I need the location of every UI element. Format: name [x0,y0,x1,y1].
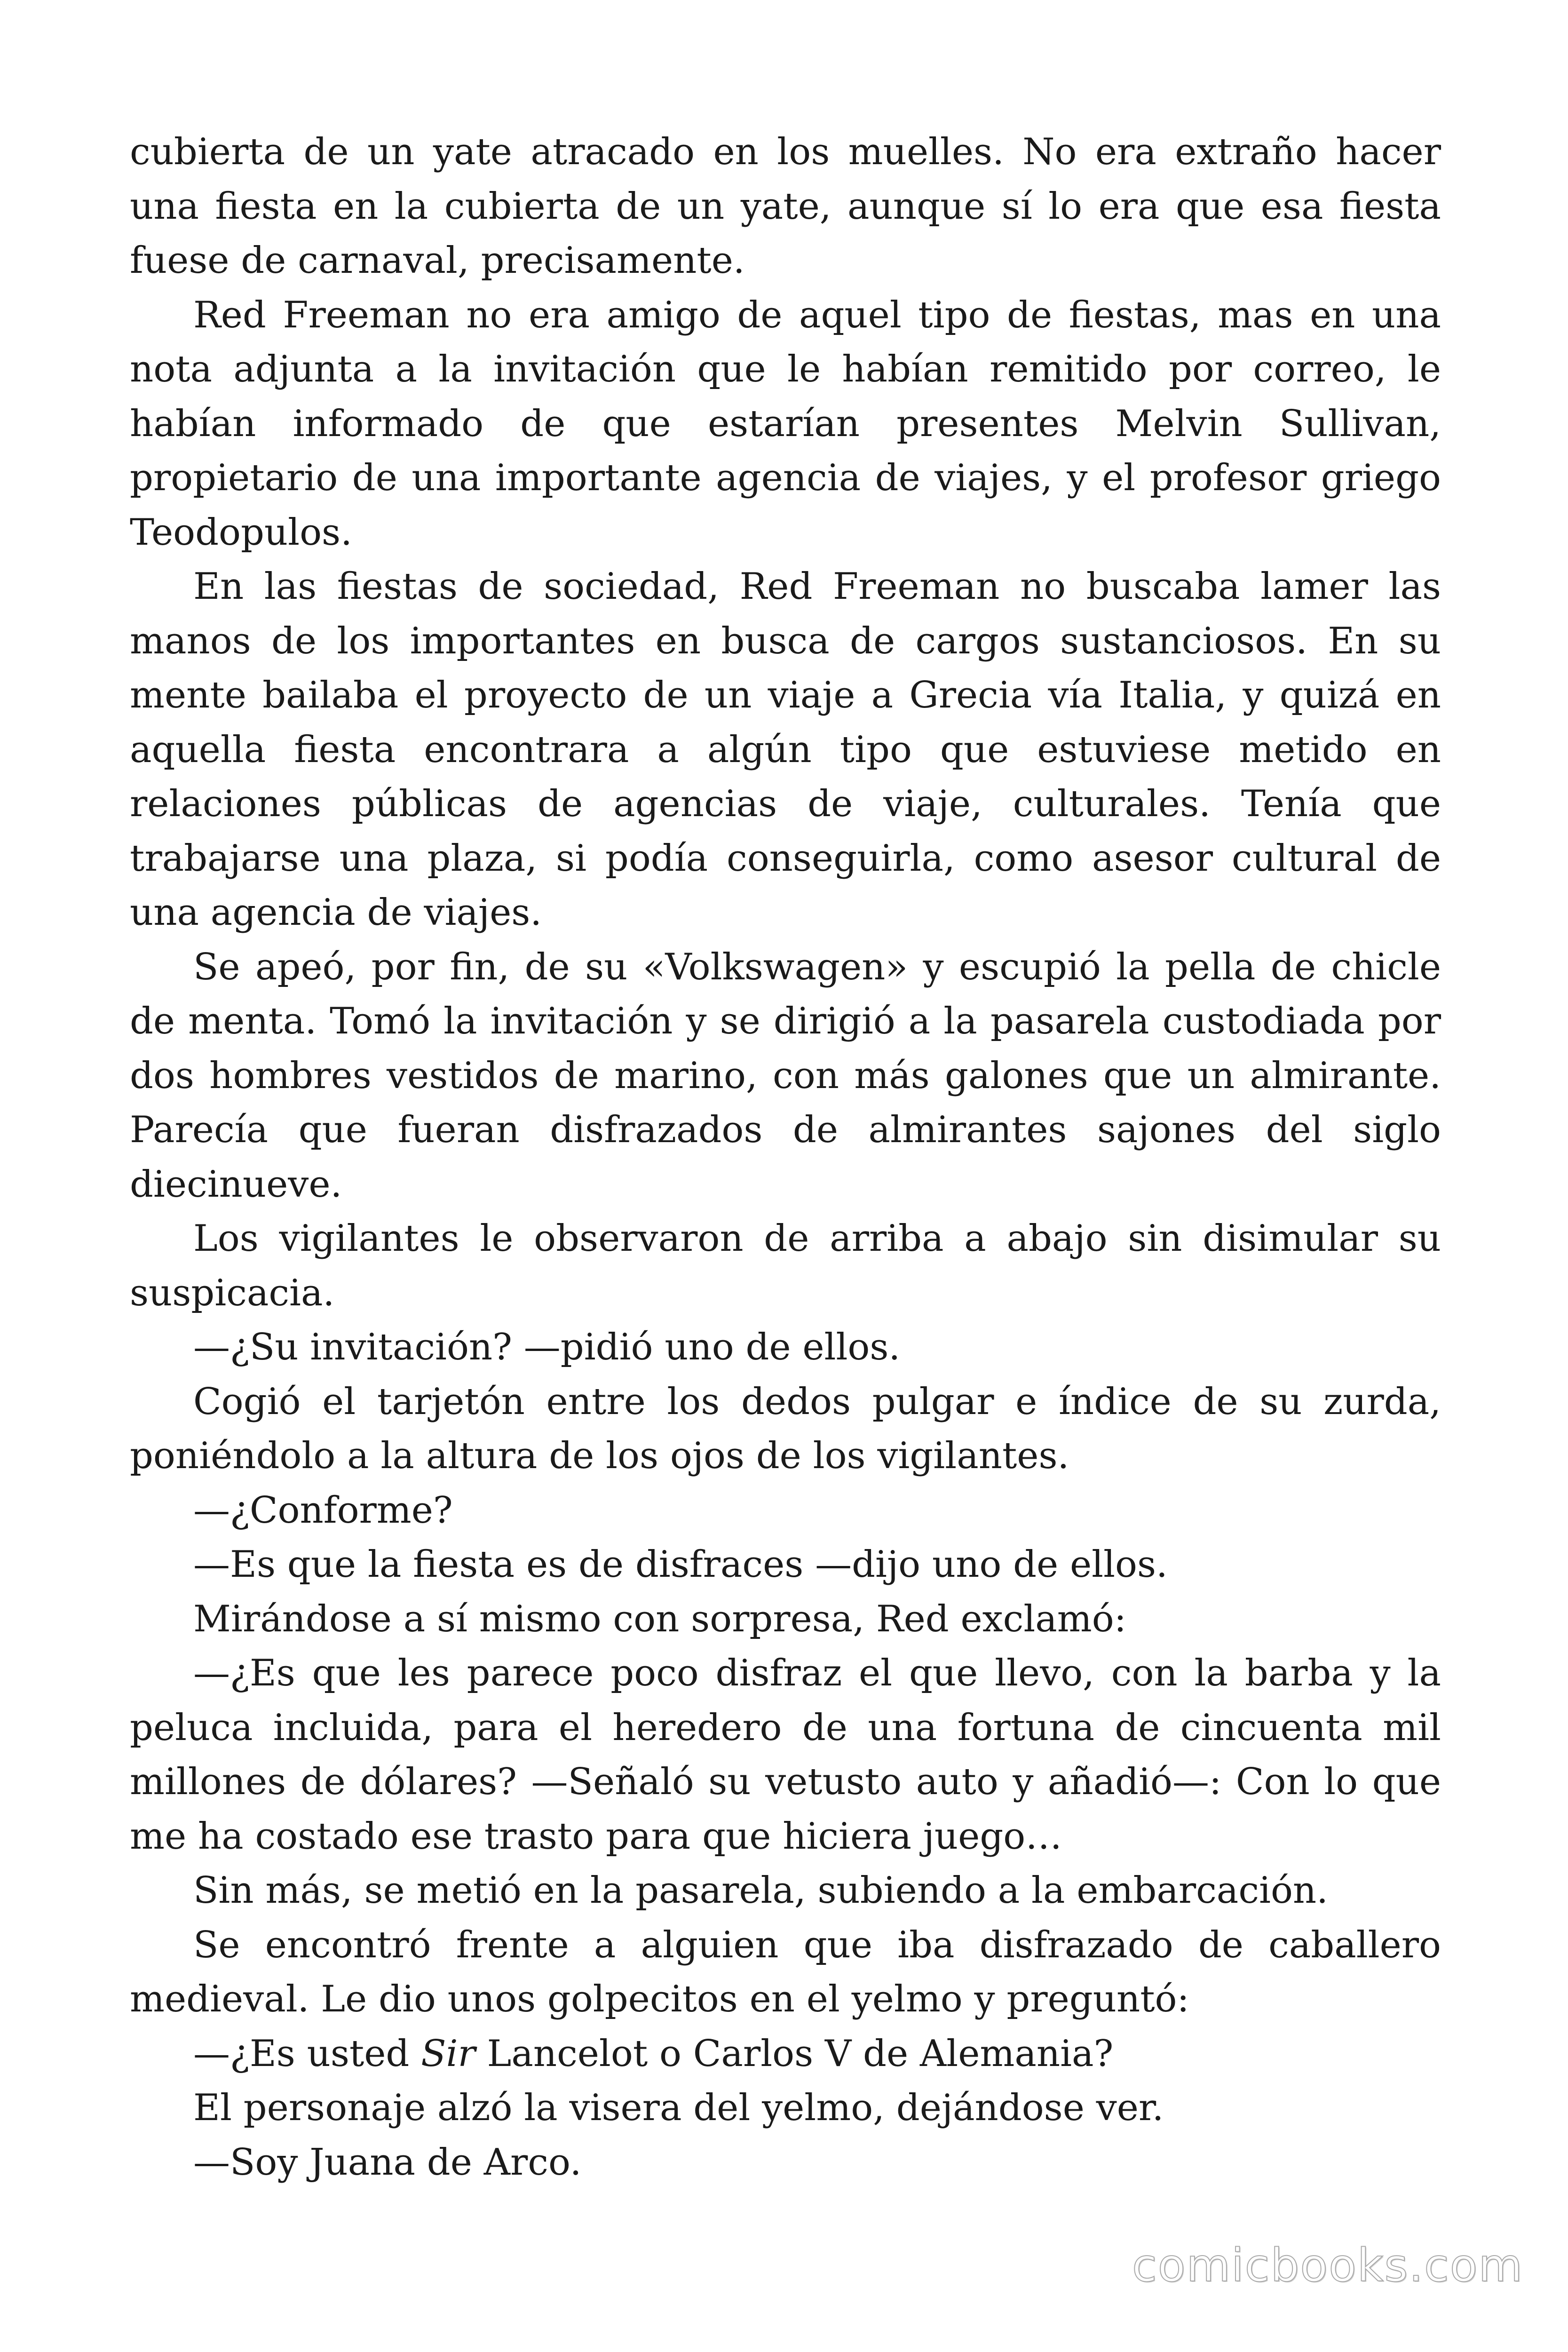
dialogue-line: —Soy Juana de Arco. [193,2141,582,2184]
dialogue-line: —¿Es que les parece poco disfraz el que llevo, con la barba y la peluca incluida, para el heredero de una fortuna de cincuenta mil millones de dólares? —Señaló su vetusto auto y añadió—: Con lo que me ha costado ese trasto para que hiciera juego… [130,1652,1441,1858]
dialogue-line: —¿Su invitación? —pidió uno de ellos. [193,1326,901,1368]
dialogue-text: —¿Es usted [193,2032,421,2075]
paragraph: Cogió el tarjetón entre los dedos pulgar e índice de su zurda, poniéndolo a la altura de los ojos de los vigilantes. [130,1380,1441,1477]
paragraph: Se apeó, por fin, de su «Volkswagen» y escupió la pella de chicle de menta. Tomó la invitación y se dirigió a la pasarela custodiada por dos hombres vestidos de marino, con más galones que un almirante. Parecía que fueran disfrazados de almirantes sajones del siglo diecinueve. [130,946,1441,1206]
dialogue-line [130,2027,1441,2082]
dialogue-line: —¿Conforme? [193,1489,453,1532]
dialogue-text: Lancelot o Carlos V de Alemania? [475,2032,1114,2075]
book-page-text [130,125,1441,2190]
paragraph: Los vigilantes le observaron de arriba a abajo sin disimular su suspicacia. [130,1217,1441,1314]
paragraph: El personaje alzó la visera del yelmo, dejándose ver. [193,2087,1164,2129]
paragraph: En las fiestas de sociedad, Red Freeman no buscaba lamer las manos de los importantes en busca de cargos sustanciosos. En su mente bailaba el proyecto de un viaje a Grecia vía Italia, y quizá en aquella fiesta encontrara a algún tipo que estuviese metido en relaciones públicas de agencias de viaje, culturales. Tenía que trabajarse una plaza, si podía conseguirla, como asesor cultural de una agencia de viajes. [130,565,1441,934]
italic-title: Sir [421,2032,475,2075]
paragraph: Sin más, se metió en la pasarela, subiendo a la embarcación. [193,1869,1328,1912]
paragraph: Mirándose a sí mismo con sorpresa, Red exclamó: [193,1597,1126,1640]
paragraph: cubierta de un yate atracado en los muelles. No era extraño hacer una fiesta en la cubierta de un yate, aunque sí lo era que esa fiesta fuese de carnaval, precisamente. [130,131,1441,282]
paragraph: Red Freeman no era amigo de aquel tipo de fiestas, mas en una nota adjunta a la invitación que le habían remitido por correo, le habían informado de que estarían presentes Melvin Sullivan, propietario de una importante agencia de viajes, y el profesor griego Teodopulos. [130,294,1441,554]
paragraph: Se encontró frente a alguien que iba disfrazado de caballero medieval. Le dio unos golpecitos en el yelmo y preguntó: [130,1923,1441,2020]
dialogue-line: —Es que la fiesta es de disfraces —dijo uno de ellos. [193,1543,1168,1586]
watermark-logo: comicbooks.com [1132,2239,1523,2292]
